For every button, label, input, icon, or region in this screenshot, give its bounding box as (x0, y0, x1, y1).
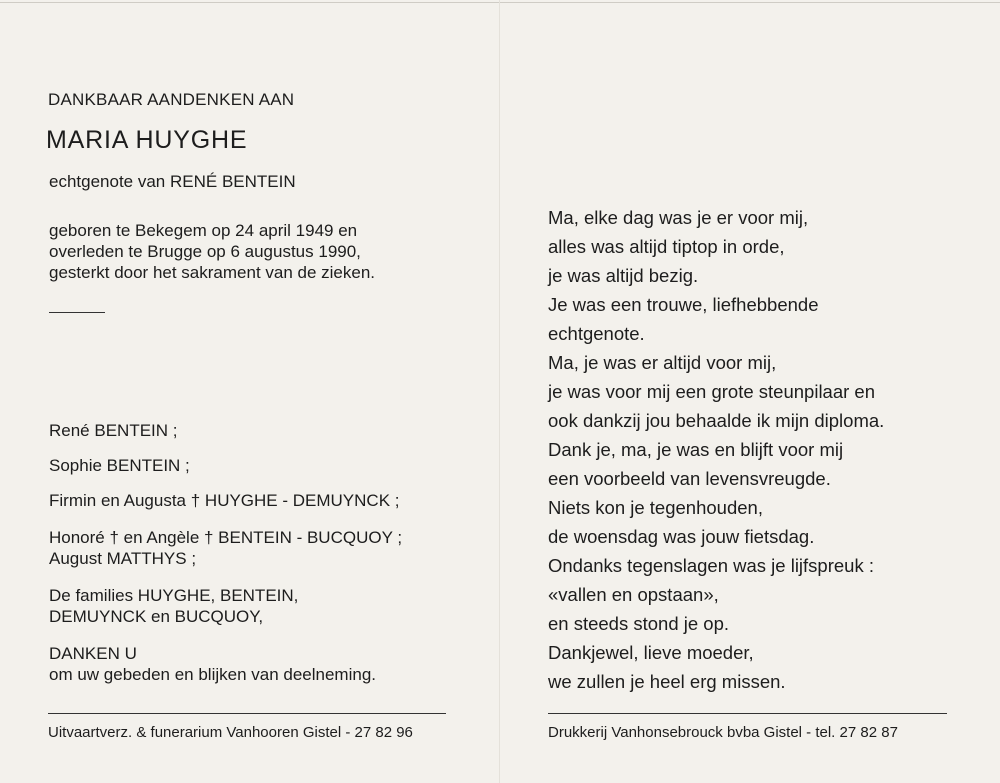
poem-line: je was altijd bezig. (548, 265, 699, 286)
family-group (49, 490, 399, 511)
memorial-heading: DANKBAAR AANDENKEN AAN (48, 90, 295, 109)
poem-line: «vallen en opstaan», (548, 584, 719, 605)
family-line: De families HUYGHE, BENTEIN, (49, 586, 299, 605)
spouse-line: echtgenote van RENÉ BENTEIN (49, 172, 296, 191)
poem-line: de woensdag was jouw fietsdag. (548, 526, 815, 547)
poem-line: we zullen je heel erg missen. (548, 671, 786, 692)
family-line: om uw gebeden en blijken van deelneming. (49, 665, 377, 684)
poem-line: Niets kon je tegenhouden, (548, 497, 763, 518)
poem-line: Dank je, ma, je was en blijft voor mij (548, 439, 844, 460)
poem-line: een voorbeeld van levensvreugde. (548, 468, 831, 489)
poem-line: echtgenote. (548, 323, 645, 344)
family-line: DANKEN U (49, 644, 137, 663)
family-group (49, 455, 190, 476)
funeral-home-footer: Uitvaartverz. & funerarium Vanhooren Gistel - 27 82 96 (48, 724, 413, 741)
poem (548, 203, 884, 696)
printer-footer: Drukkerij Vanhonsebrouck bvba Gistel - tel. 27 82 87 (548, 724, 898, 741)
biography (49, 220, 479, 283)
poem-line: Je was een trouwe, liefhebbende (548, 294, 819, 315)
poem-line: alles was altijd tiptop in orde, (548, 236, 785, 257)
bio-line: geboren te Bekegem op 24 april 1949 en (49, 221, 358, 240)
poem-line: Ma, je was er altijd voor mij, (548, 352, 777, 373)
poem-line: ook dankzij jou behaalde ik mijn diploma. (548, 410, 885, 431)
poem-line: Ondanks tegenslagen was je lijfspreuk : (548, 555, 874, 576)
poem-line: en steeds stond je op. (548, 613, 730, 634)
deceased-name: MARIA HUYGHE (46, 126, 248, 154)
poem-line: Dankjewel, lieve moeder, (548, 642, 754, 663)
family-group (49, 420, 178, 441)
family-group (49, 527, 402, 569)
family-line: Firmin en Augusta † HUYGHE - DEMUYNCK ; (49, 491, 400, 510)
family-line: DEMUYNCK en BUCQUOY, (49, 607, 264, 626)
family-line: Sophie BENTEIN ; (49, 456, 190, 475)
family-line: August MATTHYS ; (49, 549, 197, 568)
footer-rule (548, 713, 947, 714)
poem-line: je was voor mij een grote steunpilaar en (548, 381, 876, 402)
bio-line: overleden te Brugge op 6 augustus 1990, (49, 242, 361, 261)
family-line: René BENTEIN ; (49, 421, 178, 440)
family-group (49, 643, 376, 685)
family-group (49, 585, 298, 627)
bio-line: gesterkt door het sakrament van de zieken. (49, 263, 376, 282)
family-line: Honoré † en Angèle † BENTEIN - BUCQUOY ; (49, 528, 403, 547)
footer-rule (48, 713, 446, 714)
left-panel (0, 0, 499, 783)
separator-dash (49, 312, 105, 313)
poem-line: Ma, elke dag was je er voor mij, (548, 207, 809, 228)
